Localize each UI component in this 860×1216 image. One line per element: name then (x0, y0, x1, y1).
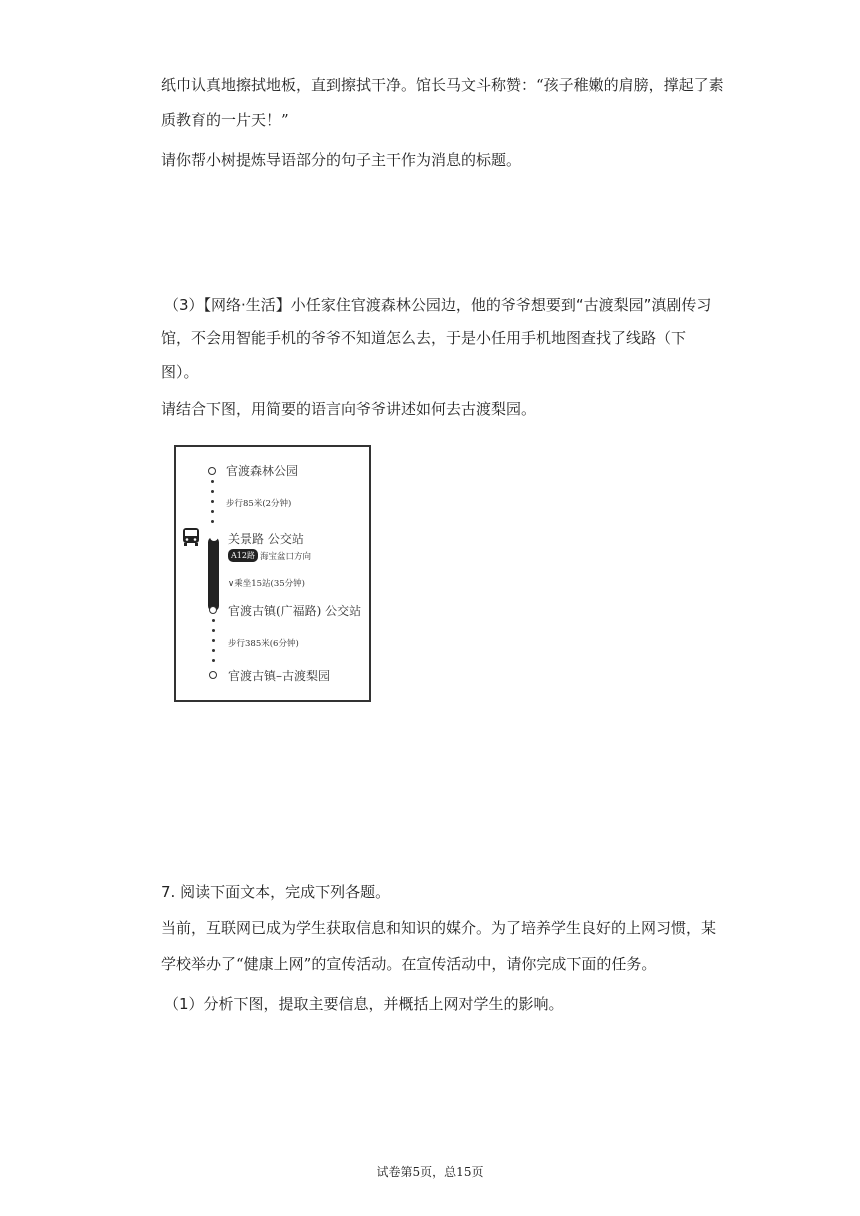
question-7-heading: 7. 阅读下面文本，完成下列各题。 (161, 883, 391, 901)
bus-stop-marker (210, 533, 218, 541)
question-3-line: 图）。 (161, 363, 199, 381)
paragraph-line: 质教育的一片天！” (161, 111, 289, 129)
walk-duration-1: 步行85米(2分钟) (226, 499, 292, 509)
chevron-down-icon: ∨ (228, 579, 235, 589)
walk-duration-2: 步行385米(6分钟) (228, 639, 299, 649)
question-prompt: 请结合下图，用简要的语言向爷爷讲述如何去古渡梨园。 (161, 400, 537, 418)
bus-direction: 海宝盆口方向 (260, 552, 312, 562)
walk-dots (212, 619, 214, 669)
question-prompt: 请你帮小树提炼导语部分的句子主干作为消息的标题。 (161, 151, 522, 169)
page-footer: 试卷第5页，总15页 (376, 1165, 484, 1179)
walk-dots (211, 480, 213, 530)
ride-duration: ∨乘坐15站(35分钟) (228, 579, 305, 589)
transfer-stop-label: 官渡古镇(广福路) 公交站 (228, 604, 362, 618)
end-stop-label: 官渡古镇–古渡梨园 (228, 669, 331, 683)
paragraph-line: 纸巾认真地擦拭地板，直到擦拭干净。馆长马文斗称赞：“孩子稚嫩的肩膀，撑起了素 (161, 76, 724, 94)
question-3-line: （3）【网络·生活】小任家住官渡森林公园边，他的爷爷想要到“古渡梨园”滇剧传习 (164, 296, 712, 314)
question-3-line: 馆，不会用智能手机的爷爷不知道怎么去，于是小任用手机地图查找了线路（下 (161, 329, 687, 347)
paragraph-line: 当前，互联网已成为学生获取信息和知识的媒介。为了培养学生良好的上网习惯，某 (161, 919, 717, 937)
bus-route-bar (208, 537, 219, 611)
start-marker (208, 467, 216, 475)
start-stop-label: 官渡森林公园 (226, 464, 299, 478)
bus-line-badge: A12路 (228, 549, 258, 562)
route-map-figure (174, 445, 371, 702)
bus-stop-label: 关景路 公交站 (228, 532, 304, 546)
question-1-prompt: （1）分析下图，提取主要信息，并概括上网对学生的影响。 (164, 995, 564, 1013)
transfer-marker (209, 606, 217, 614)
end-marker (209, 671, 217, 679)
paragraph-line: 学校举办了“健康上网”的宣传活动。在宣传活动中，请你完成下面的任务。 (161, 955, 657, 973)
bus-icon (182, 527, 200, 547)
